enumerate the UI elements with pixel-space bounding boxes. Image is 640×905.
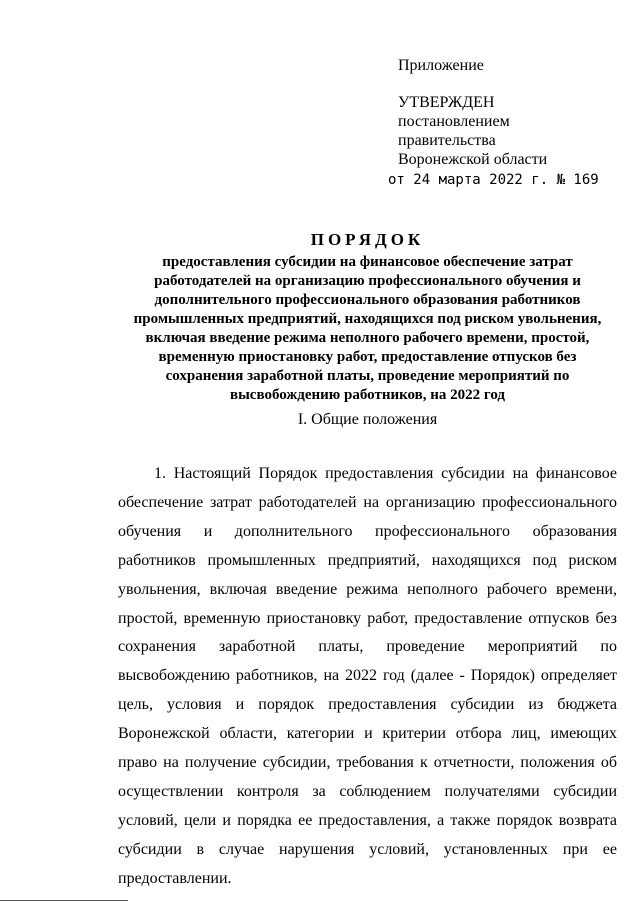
title-heading: ПОРЯДОК <box>310 230 425 249</box>
approved-label: УТВЕРЖДЕН <box>398 94 495 111</box>
body-paragraph: 1. Настоящий Порядок предоставления субсидии на финансовое обеспечение затрат работодателей на организацию профессионального обучения и дополнительного профессионального образования работников промышленных предприятий, находящихся под риском увольнения, включая введение режима неполного рабочего времени, простой, временную приостановку работ, предоставление отпусков без сохранения заработной платы, проведение мероприятий по высвобождению работников, на 2022 год (далее - Порядок) определяет цель, условия и порядок предоставления субсидии из бюджета Воронежской области, категории и критерии отбора лиц, имеющих право на получение субсидии, требования к отчетности, положения об осуществлении контроля за соблюдением получателями субсидии условий, цели и порядка ее предоставления, а также порядок возврата субсидии в случае нарушения условий, установленных при ее предоставлении. <box>118 465 617 887</box>
approved-by-line-2: правительства <box>398 132 496 149</box>
subtitle-line: временную приостановку работ, предоставление отпусков без <box>158 349 577 365</box>
subtitle-line: дополнительного профессионального образования работников <box>154 292 581 308</box>
approved-by-line-1: постановлением <box>398 113 510 130</box>
approved-by-line-3: Воронежской области <box>398 151 548 168</box>
footnote-divider <box>0 900 128 901</box>
section-heading: I. Общие положения <box>297 411 438 428</box>
subtitle-line: включая введение режима неполного рабочего времени, простой, <box>145 330 590 346</box>
spacer <box>398 75 599 93</box>
subtitle-line: предоставления субсидии на финансовое обеспечение затрат <box>162 254 573 270</box>
approval-block <box>388 56 599 190</box>
appendix-label: Приложение <box>398 57 484 74</box>
subtitle-line: промышленных предприятий, находящихся под риском увольнения, <box>133 311 602 327</box>
subtitle-line: работодателей на организацию профессионального обучения и <box>154 273 581 289</box>
subtitle-line: сохранения заработной платы, проведение мероприятий по <box>165 368 570 384</box>
title-subtitle <box>100 253 635 405</box>
document-title <box>100 229 635 405</box>
decree-date-number: от 24 марта 2022 г. № 169 <box>388 172 599 188</box>
subtitle-line: высвобождению работников, на 2022 год <box>229 387 506 403</box>
